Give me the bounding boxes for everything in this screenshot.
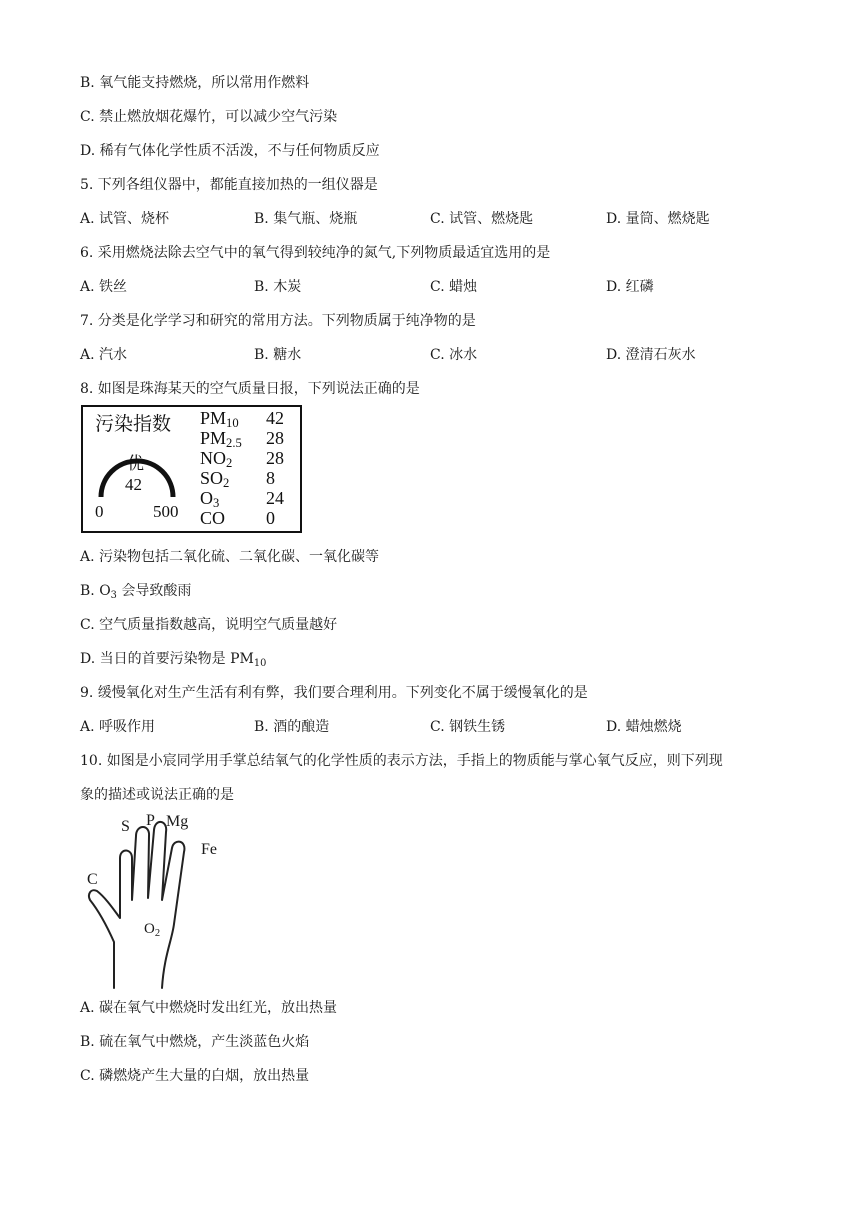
- q9-option-a: A. 呼吸作用: [80, 719, 156, 735]
- aqi-scale-max: 500: [153, 502, 179, 521]
- q9-option-d: D. 蜡烛燃烧: [606, 719, 682, 735]
- q8-option-d: D. 当日的首要污染物是 $PM_{10}$: [80, 651, 267, 669]
- q9-option-c: C. 钢铁生锈: [430, 719, 506, 735]
- q6-option-d: D. 红磷: [606, 279, 654, 295]
- q7-option-c: C. 冰水: [430, 347, 478, 363]
- pollutant-value: 0: [266, 508, 275, 528]
- pollutant-value: 28: [266, 448, 284, 468]
- question-10-line-1: 10. 如图是小宸同学用手掌总结氧气的化学性质的表示方法，手指上的物质能与掌心氧气反应，则下列现: [80, 753, 723, 769]
- question-6: 6. 采用燃烧法除去空气中的氧气得到较纯净的氮气,下列物质最适宜选用的是: [80, 245, 551, 261]
- hand-label-p: P: [146, 812, 155, 829]
- question-10-line-2: 象的描述或说法正确的是: [80, 787, 234, 803]
- aqi-scale-min: 0: [95, 502, 104, 521]
- q7-option-a: A. 汽水: [80, 347, 128, 363]
- hand-label-c: C: [87, 871, 98, 888]
- question-9: 9. 缓慢氧化对生产生活有利有弊，我们要合理利用。下列变化不属于缓慢氧化的是: [80, 685, 588, 701]
- q10-option-c: C. 磷燃烧产生大量的白烟，放出热量: [80, 1068, 310, 1084]
- q8-option-b: B. $O_3$ 会导致酸雨: [80, 583, 192, 601]
- hand-label-s: S: [121, 818, 130, 835]
- question-5: 5. 下列各组仪器中，都能直接加热的一组仪器是: [80, 177, 378, 193]
- q5-option-a: A. 试管、烧杯: [80, 211, 170, 227]
- aqi-index: 42: [125, 475, 142, 494]
- q5-option-c: C. 试管、燃烧匙: [430, 211, 534, 227]
- pollutant-name: $NO_2$: [200, 448, 233, 470]
- q6-option-a: A. 铁丝: [80, 279, 128, 295]
- pollutant-value: 28: [266, 428, 284, 448]
- pollutant-value: 42: [266, 408, 284, 428]
- q6-option-b: B. 木炭: [254, 279, 302, 295]
- air-quality-report-figure: [81, 405, 302, 533]
- pollutant-name: $PM_{10}$: [200, 408, 239, 430]
- q9-option-b: B. 酒的酿造: [254, 719, 330, 735]
- pollutant-name: $O_3$: [200, 488, 220, 510]
- pollutant-name: $PM_{2.5}$: [200, 428, 242, 450]
- q7-option-b: B. 糖水: [254, 347, 302, 363]
- hand-label-mg: Mg: [166, 813, 189, 830]
- pollutant-value: 24: [266, 488, 284, 508]
- q5-option-b: B. 集气瓶、烧瓶: [254, 211, 358, 227]
- pollutant-name: CO: [200, 508, 226, 528]
- q10-option-a: A. 碳在氧气中燃烧时发出红光，放出热量: [80, 1000, 338, 1016]
- hand-label-fe: Fe: [201, 841, 217, 858]
- option-text: C. 禁止燃放烟花爆竹，可以减少空气污染: [80, 109, 338, 125]
- q10-option-b: B. 硫在氧气中燃烧，产生淡蓝色火焰: [80, 1034, 310, 1050]
- q6-option-c: C. 蜡烛: [430, 279, 478, 295]
- aqi-title: 污染指数: [95, 414, 172, 435]
- option-text: D. 稀有气体化学性质不活泼，不与任何物质反应: [80, 143, 380, 159]
- q7-option-d: D. 澄清石灰水: [606, 347, 696, 363]
- aqi-grade: 优: [127, 454, 144, 473]
- q8-option-a: A. 污染物包括二氧化硫、二氧化碳、一氧化碳等: [80, 549, 380, 565]
- hand-diagram-figure: [86, 812, 236, 992]
- pollutant-value: 8: [266, 468, 275, 488]
- question-8: 8. 如图是珠海某天的空气质量日报，下列说法正确的是: [80, 381, 420, 397]
- hand-center-o2: $O_2$: [144, 921, 161, 939]
- hand-outline: [86, 812, 236, 992]
- option-text: B. 氧气能支持燃烧，所以常用作燃料: [80, 75, 310, 91]
- question-7: 7. 分类是化学学习和研究的常用方法。下列物质属于纯净物的是: [80, 313, 476, 329]
- q8-option-c: C. 空气质量指数越高，说明空气质量越好: [80, 617, 338, 633]
- q5-option-d: D. 量筒、燃烧匙: [606, 211, 710, 227]
- pollutant-name: $SO_2$: [200, 468, 230, 490]
